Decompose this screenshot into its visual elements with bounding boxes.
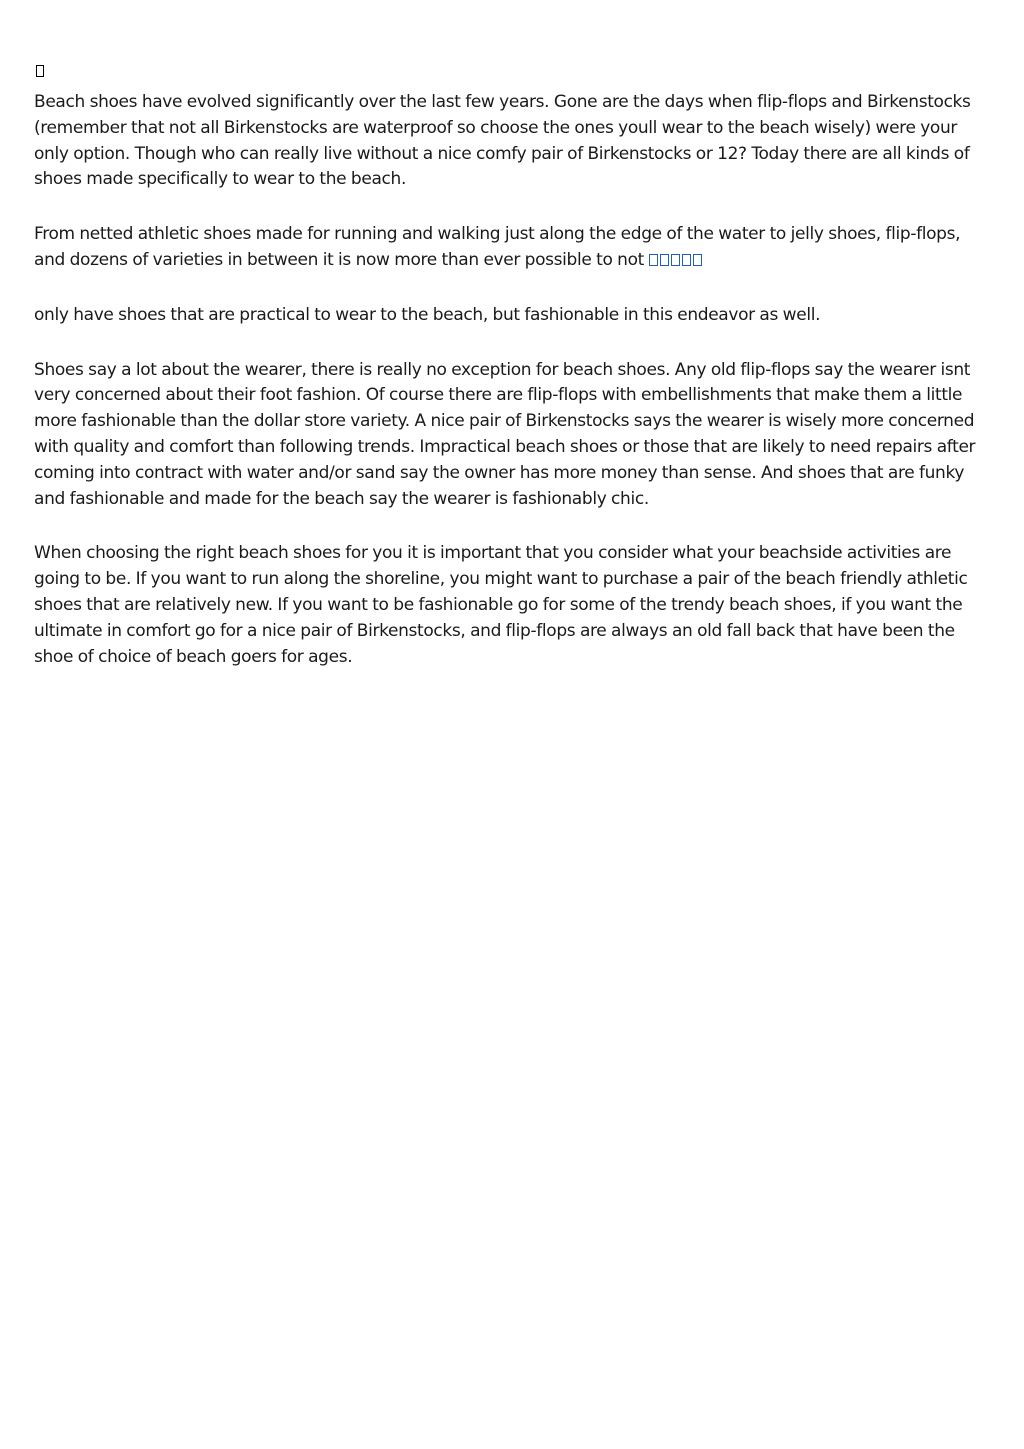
paragraph-intro [34, 90, 994, 193]
missing-glyph-icon [34, 62, 994, 90]
tofu-glyph-icon [693, 254, 702, 266]
tofu-glyph-icon [649, 254, 658, 266]
tofu-glyph [36, 65, 44, 77]
document-page [34, 62, 994, 699]
paragraph-varieties [34, 222, 994, 274]
tofu-glyph-icon [682, 254, 691, 266]
paragraph-varieties-text: From netted athletic shoes made for running and walking just along the edge of the water to jelly shoes, flip-flops, and dozens of varieties in between it is now more than ever possible to not [34, 224, 961, 270]
paragraph-wearer-text: Shoes say a lot about the wearer, there is really no exception for beach shoes. Any old flip-flops say the wearer isnt very concerned about their foot fashion. Of course there are flip-flops with embellishments that make them a little more fashionable than the dollar store variety. A nice pair of Birkenstocks says the wearer is wisely more concerned with quality and comfort than following trends. Impractical beach shoes or those that are likely to need repairs after coming into contract with water and/or sand say the owner has more money than sense. And shoes that are funky and fashionable and made for the beach say the wearer is fashionably chic. [34, 359, 976, 509]
paragraph-intro-text: Beach shoes have evolved significantly over the last few years. Gone are the days when flip-flops and Birkenstocks (remember that not all Birkenstocks are waterproof so choose the ones youll wear to the beach wisely) were your only option. Though who can really live without a nice comfy pair of Birkenstocks or 12? Today there are all kinds of shoes made specifically to wear to the beach. [34, 92, 971, 190]
paragraph-practical [34, 303, 994, 329]
paragraph-choosing-text: When choosing the right beach shoes for you it is important that you consider what your beachside activities are going to be. If you want to run along the shoreline, you might want to purchase a pair of the beach friendly athletic shoes that are relatively new. If you want to be fashionable go for some of the trendy beach shoes, if you want the ultimate in comfort go for a nice pair of Birkenstocks, and flip-flops are always an old fall back that have been the shoe of choice of beach goers for ages. [34, 543, 968, 667]
tofu-glyph-icon [660, 254, 669, 266]
paragraph-wearer [34, 358, 994, 513]
paragraph-choosing [34, 541, 994, 670]
paragraph-practical-text: only have shoes that are practical to wear to the beach, but fashionable in this endeavor as well. [34, 304, 821, 325]
unrendered-link[interactable] [649, 250, 704, 270]
tofu-glyph-icon [671, 254, 680, 266]
